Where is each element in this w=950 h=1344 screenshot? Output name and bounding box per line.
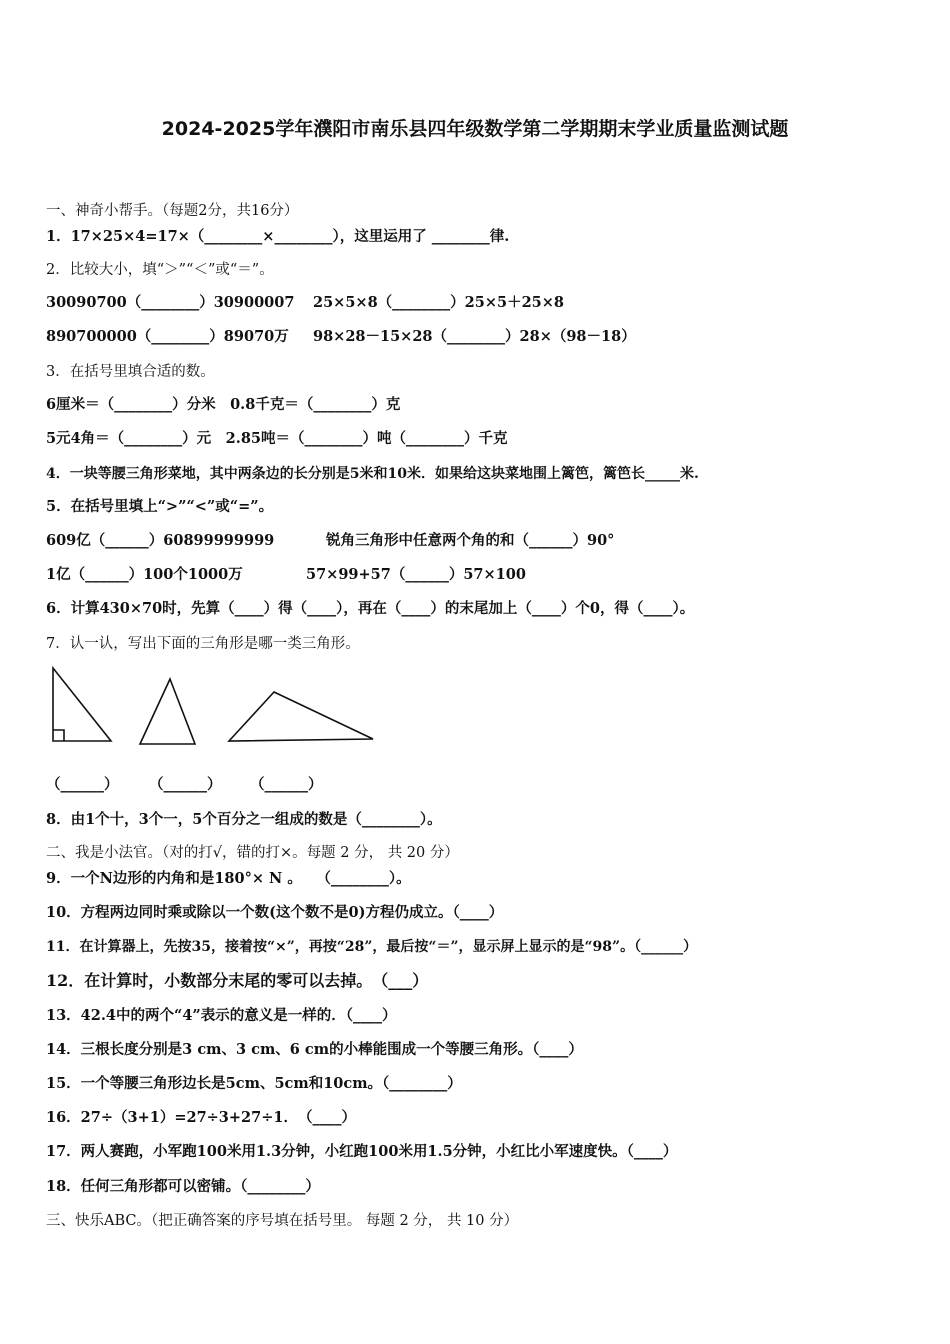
section-1-heading: 一、神奇小帮手。（每题2分，共16分） [46, 203, 299, 219]
page-title: 2024-2025学年濮阳市南乐县四年级数学第二学期期末学业质量监测试题 [161, 118, 789, 140]
question-9: 9．一个N边形的内角和是180°× N 。 （________）。 [46, 870, 411, 887]
question-17: 17．两人赛跑，小军跑100米用1.3分钟，小红跑100米用1.5分钟，小红比小军速度快。（____） [46, 1143, 678, 1160]
question-5c: 1亿（______）100个1000万 [46, 566, 243, 583]
q7-answer-2: （______） [149, 776, 222, 793]
question-2a: 30090700（________）30900007 [46, 294, 295, 311]
question-6: 6．计算430×70时，先算（____）得（____），再在（____）的末尾加上（____）个0，得（____）。 [46, 600, 695, 617]
question-1: 1．17×25×4=17×（________×________），这里运用了 ________律. [46, 228, 510, 245]
question-15: 15．一个等腰三角形边长是5cm、5cm和10cm。（________） [46, 1075, 462, 1092]
right-angle-mark [53, 730, 64, 741]
question-12: 12．在计算时，小数部分末尾的零可以去掉。 （___） [46, 971, 429, 990]
question-14: 14．三根长度分别是3 cm、3 cm、6 cm的小棒能围成一个等腰三角形。（____） [46, 1041, 583, 1058]
question-4: 4．一块等腰三角形菜地，其中两条边的长分别是5米和10米．如果给这块菜地围上篱笆，篱笆长_____米. [46, 466, 699, 482]
question-5b: 锐角三角形中任意两个角的和（______）90° [326, 532, 615, 549]
question-5: 5．在括号里填上“>”“<”或“=”。 [46, 498, 274, 515]
acute-triangle [140, 679, 195, 744]
question-3b: 5元4角＝（________）元 2.85吨＝（________）吨（________）千克 [46, 430, 508, 447]
question-11: 11．在计算器上，先按35，接着按“×”，再按“28”，最后按“＝”，显示屏上显示的是“98”。（______） [46, 939, 698, 955]
obtuse-triangle [229, 692, 373, 741]
triangle-figures [45, 660, 385, 750]
question-18: 18．任何三角形都可以密铺。（________） [46, 1178, 320, 1195]
q7-answer-1: （______） [46, 776, 119, 793]
section-2-heading: 二、我是小法官。（对的打√，错的打×。每题 2 分， 共 20 分） [46, 845, 459, 861]
question-2: 2．比较大小，填“＞”“＜”或“＝”。 [46, 262, 274, 278]
question-5a: 609亿（______）60899999999 [46, 532, 275, 549]
question-5d: 57×99+57（______）57×100 [306, 566, 526, 583]
question-2c: 890700000（________）89070万 [46, 328, 289, 345]
question-10: 10．方程两边同时乘或除以一个数(这个数不是0)方程仍成立。（____） [46, 904, 504, 921]
question-13: 13．42.4中的两个“4”表示的意义是一样的．（____） [46, 1007, 397, 1024]
question-7: 7．认一认，写出下面的三角形是哪一类三角形。 [46, 636, 360, 652]
question-3a: 6厘米＝（________）分米 0.8千克＝（________）克 [46, 396, 401, 413]
q7-answer-3: （______） [250, 776, 323, 793]
question-2b: 25×5×8（________）25×5＋25×8 [313, 294, 564, 311]
question-2d: 98×28－15×28（________）28×（98－18） [313, 328, 636, 345]
question-8: 8．由1个十，3个一，5个百分之一组成的数是（________）。 [46, 811, 442, 828]
section-3-heading: 三、快乐ABC。（把正确答案的序号填在括号里。 每题 2 分， 共 10 分） [46, 1213, 519, 1229]
question-16: 16．27÷（3+1）=27÷3+27÷1． （____） [46, 1109, 356, 1126]
question-3: 3．在括号里填合适的数。 [46, 364, 215, 380]
